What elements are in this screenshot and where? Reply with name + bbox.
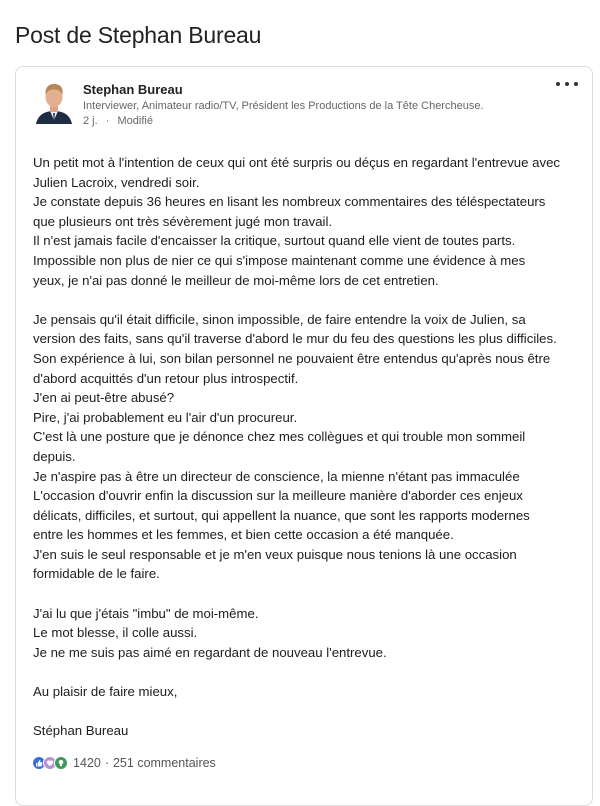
author-name[interactable]: Stephan Bureau <box>83 82 183 97</box>
post-text-line: Julien Lacroix, vendredi soir. <box>33 174 200 190</box>
post-text-line: Je pensais qu'il était difficile, sinon impossible, de faire entendre la voix de Julien, sa <box>33 311 526 327</box>
post-text-line: Son expérience à lui, son bilan personnel ne pouvaient être entendus qu'après nous être <box>33 350 551 366</box>
post-text-line: Impossible non plus de nier ce qui s'impose maintenant comme une évidence à mes <box>33 252 526 268</box>
post-text-line: version des faits, sans qu'il traverse d'abord le mur du feu des questions les plus difficiles. <box>33 331 557 347</box>
page-title: Post de Stephan Bureau <box>15 22 262 48</box>
post-text-line: Le mot blesse, il colle aussi. <box>33 625 198 641</box>
post-text-line: C'est là une posture que je dénonce chez mes collègues et qui trouble mon sommeil <box>33 429 526 445</box>
post-text-line: Un petit mot à l'intention de ceux qui ont été surpris ou déçus en regardant l'entrevue avec <box>33 155 560 170</box>
post-text-line: entre les hommes et les femmes, et bien cette occasion a été manquée. <box>33 527 454 543</box>
post-text-line: Je n'aspire pas à être un directeur de conscience, la mienne n'étant pas immaculée <box>33 468 520 484</box>
post-text-line: délicats, difficiles, et surtout, qui appellent la nuance, que sont les rapports modernes <box>33 507 530 523</box>
meta-separator: · <box>105 115 110 127</box>
post-text-line: Il n'est jamais facile d'encaisser la critique, surtout quand elle vient de toutes parts. <box>33 233 516 249</box>
edited-label: Modifié <box>117 115 153 127</box>
count-separator: · <box>104 756 109 770</box>
paragraph-gap <box>33 702 585 722</box>
comments-count-link[interactable]: 251 commentaires <box>112 756 216 770</box>
post-text-line: depuis. <box>33 448 76 464</box>
paragraph-gap <box>33 290 585 310</box>
post-text-line: que plusieurs ont très sévèrement jugé mon travail. <box>33 213 333 229</box>
reaction-count[interactable]: 1420 <box>73 756 101 770</box>
avatar[interactable] <box>34 80 74 124</box>
post-text-line: Pire, j'ai probablement eu l'air d'un procureur. <box>33 409 298 425</box>
post-meta <box>83 115 153 127</box>
post-text-line: Au plaisir de faire mieux, <box>33 684 178 700</box>
more-dot-icon <box>565 82 569 86</box>
post-text-line: formidable de le faire. <box>33 566 160 582</box>
insightful-icon <box>54 756 68 770</box>
post-body <box>33 153 585 741</box>
paragraph-gap <box>33 662 585 682</box>
post-text-line: Je constate depuis 36 heures en lisant les nombreux commentaires des téléspectateurs <box>33 194 546 210</box>
post-text-line: J'ai lu que j'étais "imbu" de moi-même. <box>33 605 259 621</box>
reaction-icons[interactable] <box>32 756 65 770</box>
post-text-line: J'en suis le seul responsable et je m'en veux puisque nous tenions là une occasion <box>33 546 517 562</box>
more-dot-icon <box>556 82 560 86</box>
social-counts <box>32 756 216 770</box>
post-text-line: Stéphan Bureau <box>33 723 129 739</box>
post-text-line: yeux, je n'ai pas donné le meilleur de moi-même lors de cet entretien. <box>33 272 439 288</box>
post-text-line: d'abord acquittés d'un retour plus introspectif. <box>33 370 299 386</box>
more-dot-icon <box>574 82 578 86</box>
post-text-line: J'en ai peut-être abusé? <box>33 390 175 406</box>
post-time: 2 j. <box>83 115 98 127</box>
post-card <box>15 66 593 806</box>
paragraph-gap <box>33 584 585 604</box>
more-options-button[interactable] <box>556 76 578 92</box>
post-text-line: L'occasion d'ouvrir enfin la discussion sur la meilleure manière d'aborder ces enjeux <box>33 488 523 504</box>
author-headline: Interviewer, Animateur radio/TV, Président les Productions de la Tête Chercheuse. <box>83 100 484 112</box>
post-text-line: Je ne me suis pas aimé en regardant de nouveau l'entrevue. <box>33 644 387 660</box>
